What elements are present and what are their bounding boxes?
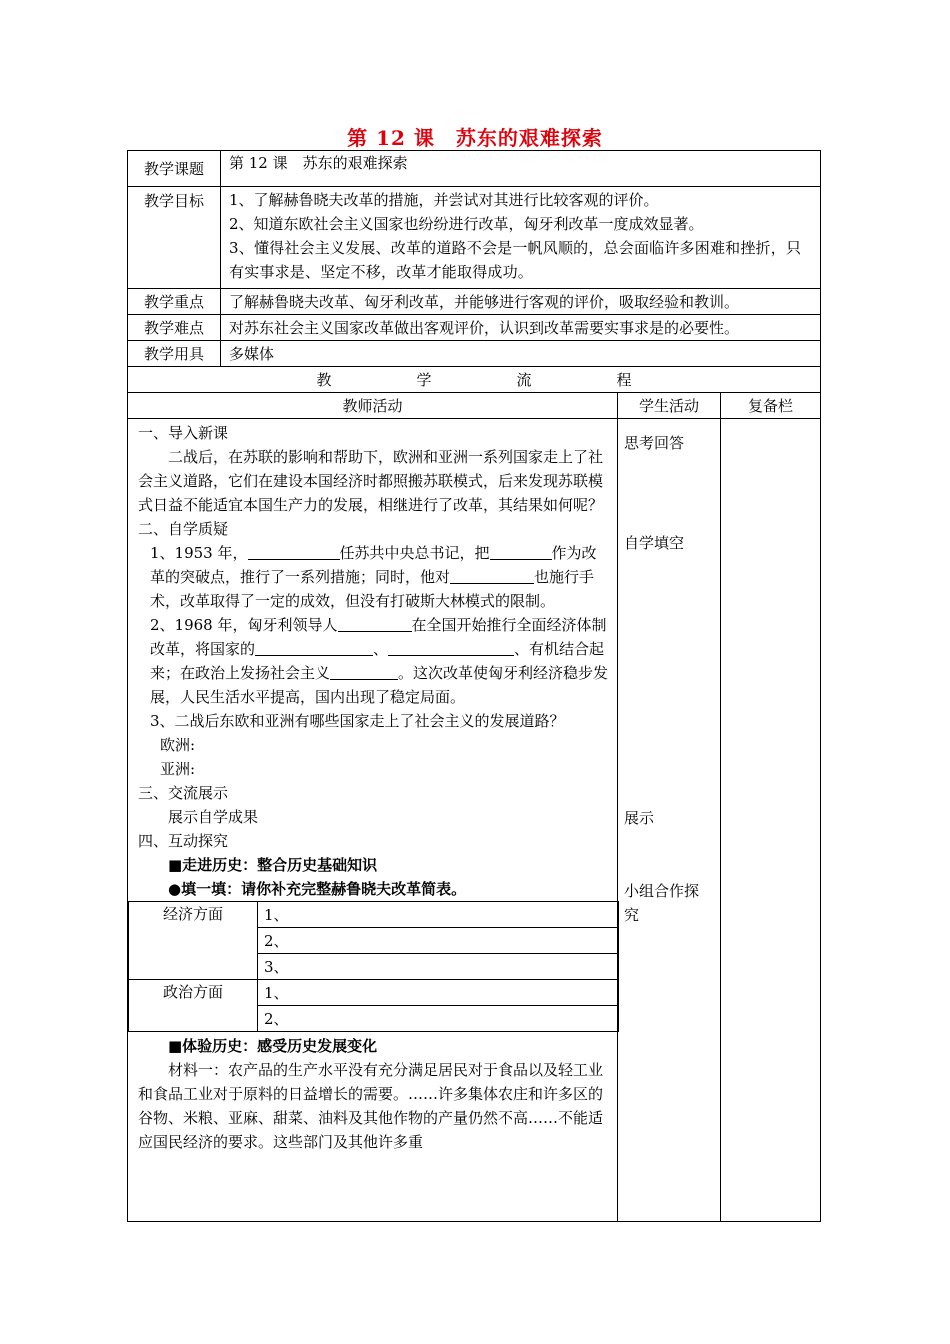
goal-item-3: 3、懂得社会主义发展、改革的道路不会是一帆风顺的，总会面临许多困难和挫折，只有实事求是、坚定不移，改革才能取得成功。 <box>229 239 802 281</box>
question-1-text: 也施行手术，改革取得了一定的成效，但没有打破斯大林模式的限制。 <box>150 568 595 610</box>
answer-blank[interactable] <box>255 639 373 656</box>
goal-list <box>221 187 821 289</box>
flow-title <box>128 367 821 393</box>
topic-value: 第 12 课 苏东的艰难探索 <box>221 151 821 187</box>
answer-blank[interactable] <box>248 543 340 560</box>
material-1: 材料一：农产品的生产水平没有充分满足居民对于食品以及轻工业和食品工业对于原料的日益增长的需要。……许多集体农庄和许多区的谷物、米粮、亚麻、甜菜、油料及其他作物的产量仍然不高……不能适应国民经济的要求。这些部门及其他许多重 <box>138 1061 604 1151</box>
student-activity-1: 思考回答 <box>624 434 685 452</box>
lesson-plan-table <box>127 150 821 1222</box>
economy-item-1[interactable]: 1、 <box>258 902 619 928</box>
politics-item-2[interactable]: 2、 <box>258 1006 619 1032</box>
answer-blank[interactable] <box>490 543 552 560</box>
key-row <box>128 289 821 315</box>
tools-value: 多媒体 <box>221 341 821 367</box>
khrushchev-reform-table <box>128 901 619 1032</box>
student-col-header: 学生活动 <box>618 393 721 419</box>
flow-header-row <box>128 393 821 419</box>
economy-item-2[interactable]: 2、 <box>258 928 619 954</box>
student-activity-3: 展示 <box>624 809 655 827</box>
difficulty-row <box>128 315 821 341</box>
economy-item-3[interactable]: 3、 <box>258 954 619 980</box>
section-3-heading: 三、交流展示 <box>138 784 229 802</box>
difficulty-label: 教学难点 <box>128 315 221 341</box>
page-title: 第 12 课 苏东的艰难探索 <box>347 126 603 150</box>
part-1-heading: ■走进历史：整合历史基础知识 <box>168 856 378 874</box>
notes-cell[interactable] <box>721 419 821 1222</box>
difficulty-value: 对苏东社会主义国家改革做出客观评价，认识到改革需要实事求是的必要性。 <box>221 315 821 341</box>
flow-title-row <box>128 367 821 393</box>
goal-label: 教学目标 <box>128 187 221 289</box>
europe-line: 欧洲: <box>160 736 196 754</box>
tools-label: 教学用具 <box>128 341 221 367</box>
section-3-text: 展示自学成果 <box>168 808 259 826</box>
answer-blank[interactable] <box>450 567 534 584</box>
fill-in-instruction <box>138 877 609 901</box>
question-2-text: 在全国开始推行全面经济体制改革，将国家的 <box>150 616 607 658</box>
fill-in-text: ●填一填：请你补充完整赫鲁晓夫改革简表。 <box>168 880 467 898</box>
teacher-activity-cell <box>128 419 618 1222</box>
question-2-text: 、有机结合起来；在政治上发扬社会主义 <box>150 640 605 682</box>
flow-body-row <box>128 419 821 1222</box>
asia-line: 亚洲: <box>160 760 196 778</box>
answer-blank[interactable] <box>330 663 398 680</box>
student-activity-cell <box>618 419 721 1222</box>
question-1-text: 1、1953 年， <box>150 544 248 562</box>
answer-blank[interactable] <box>338 615 412 632</box>
section-4-heading: 四、互动探究 <box>138 832 229 850</box>
question-3: 3、二战后东欧和亚洲有哪些国家走上了社会主义的发展道路？ <box>150 712 565 730</box>
flow-title-char: 学 <box>416 370 432 389</box>
question-2-text: 2、1968 年，匈牙利领导人 <box>150 616 338 634</box>
section-1-heading: 一、导入新课 <box>138 424 229 442</box>
section-1-text: 二战后，在苏联的影响和帮助下，欧洲和亚洲一系列国家走上了社会主义道路，它们在建设本国经济时都照搬苏联模式，后来发现苏联模式日益不能适宜本国生产力的发展，相继进行了改革，其结果如何呢？ <box>138 448 604 514</box>
student-activity-2: 自学填空 <box>624 534 685 552</box>
question-2 <box>138 613 609 709</box>
question-1-text: 任苏共中央总书记，把 <box>339 544 490 562</box>
teacher-col-header: 教师活动 <box>128 393 618 419</box>
tools-row <box>128 341 821 367</box>
goal-row <box>128 187 821 289</box>
student-activity-4: 小组合作探究 <box>624 882 700 924</box>
question-1-text: 作为改革的突破点，推行了一系列措施；同时，他对 <box>150 544 597 586</box>
flow-title-char: 流 <box>516 370 532 389</box>
topic-label: 教学课题 <box>128 151 221 187</box>
economy-label: 经济方面 <box>129 902 258 980</box>
topic-row <box>128 151 821 187</box>
notes-col-header: 复备栏 <box>721 393 821 419</box>
flow-title-char: 程 <box>616 370 632 389</box>
question-2-text: 。这次改革使匈牙利经济稳步发展，人民生活水平提高，国内出现了稳定局面。 <box>150 664 609 706</box>
flow-title-char: 教 <box>316 370 332 389</box>
section-2-heading: 二、自学质疑 <box>138 520 229 538</box>
key-label: 教学重点 <box>128 289 221 315</box>
politics-item-1[interactable]: 1、 <box>258 980 619 1006</box>
answer-blank[interactable] <box>388 639 514 656</box>
politics-label: 政治方面 <box>129 980 258 1032</box>
part-2-heading: ■体验历史：感受历史发展变化 <box>168 1037 378 1055</box>
question-2-text: 、 <box>373 640 389 658</box>
key-value: 了解赫鲁晓夫改革、匈牙利改革，并能够进行客观的评价，吸取经验和教训。 <box>221 289 821 315</box>
goal-item-1: 1、了解赫鲁晓夫改革的措施，并尝试对其进行比较客观的评价。 <box>229 191 659 209</box>
question-1 <box>138 541 609 613</box>
goal-item-2: 2、知道东欧社会主义国家也纷纷进行改革，匈牙利改革一度成效显著。 <box>229 215 704 233</box>
